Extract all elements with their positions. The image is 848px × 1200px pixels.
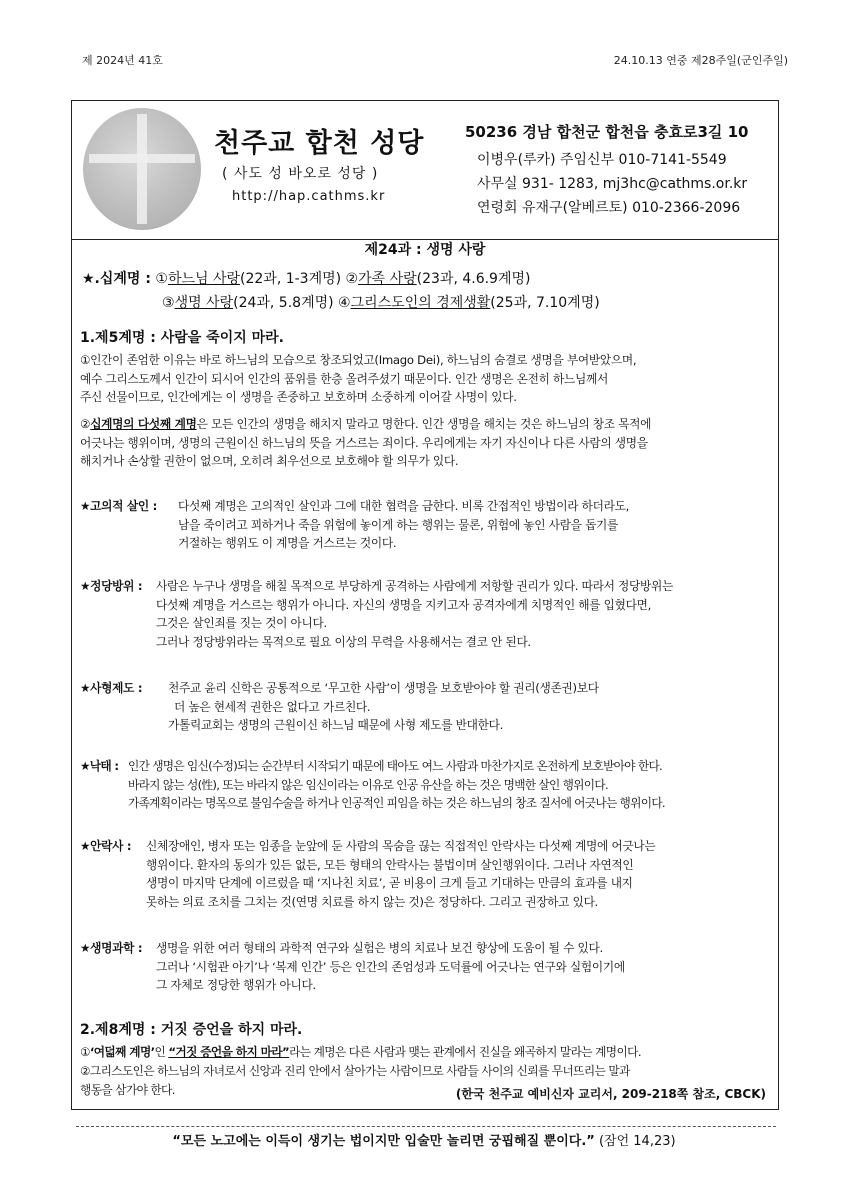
topic-label: ★생명과학 : xyxy=(80,941,143,955)
false-witness-emphasis: “거짓 증언을 하지 마라” xyxy=(168,1045,290,1059)
topic-death-penalty xyxy=(80,679,599,735)
text-line: 가족계획이라는 명목으로 불임수술을 하거나 인공적인 피임을 하는 것은 하느님의 창조 질서에 어긋나는 행위이다. xyxy=(128,796,665,810)
text-line: 행위이다. 환자의 동의가 있든 없든, 모든 형태의 안락사는 불법이며 살인행위이다. 그러나 자연적인 xyxy=(146,857,634,872)
commandment-topic: 생명 사랑 xyxy=(174,295,234,311)
text-line: 더 높은 현세적 권한은 없다고 가르친다. xyxy=(174,699,371,714)
text-line: 생명이 마지막 단계에 이르렀을 때 ‘지나친 치료’, 곧 비용이 크게 들고 기대하는 만큼의 효과를 내지 xyxy=(146,876,633,890)
section-2-paragraph-1 xyxy=(80,1043,641,1062)
commandment-detail: (22과, 1-3계명) ② xyxy=(240,271,359,287)
text-line: 은 모든 인간의 생명을 해치지 말라고 명한다. 인간 생명을 해치는 것은 하느님의 창조 목적에 xyxy=(196,417,652,431)
text-line: 라는 계명은 다른 사람과 맺는 관계에서 진실을 왜곡하지 말라는 계명이다. xyxy=(289,1045,641,1059)
source-citation: (한국 천주교 예비신자 교리서, 209-218쪽 참조, CBCK) xyxy=(455,1087,766,1101)
text-line: 그러나 ‘시험관 아기’나 ‘복제 인간’ 등은 인간의 존엄성과 도덕률에 어긋나는 연구와 실험이기에 xyxy=(156,959,625,974)
text-line: ①인간이 존엄한 이유는 바로 하느님의 모습으로 창조되었고(Imago Dei), 하느님의 숨결로 생명을 부여받았으며, xyxy=(80,353,637,367)
commandments-row-2 xyxy=(162,295,600,311)
commandment-topic: 그리스도인의 경제생활 xyxy=(350,295,491,311)
text-line: 바라지 않는 성(性), 또는 바라지 않은 임신이라는 이유로 인공 유산을 하는 것은 명백한 살인 행위이다. xyxy=(128,777,608,792)
bulletin-frame xyxy=(71,100,779,1110)
priest-contact: 이병우(루카) 주임신부 010-7141-5549 xyxy=(477,152,727,168)
commandment-detail: ③ xyxy=(162,295,175,311)
text-line: 거절하는 행위도 이 계명을 거스르는 것이다. xyxy=(178,536,397,550)
lesson-title: 제24과 : 생명 사랑 xyxy=(364,242,486,258)
commandment-detail: (24과, 5.8계명) ④ xyxy=(233,295,351,311)
text-line: 그러나 정당방위라는 목적으로 필요 이상의 무력을 사용해서는 결코 안 된다. xyxy=(156,634,531,649)
church-url[interactable]: http://hap.cathms.kr xyxy=(232,189,386,204)
text-line: 다섯째 계명은 고의적인 살인과 그에 대한 협력을 금한다. 비록 간접적인 방법이라 하더라도, xyxy=(178,499,630,513)
topic-life-science xyxy=(80,939,625,995)
topic-label: ★낙태 : xyxy=(80,759,119,773)
topic-label: ★정당방위 : xyxy=(80,579,143,593)
eighth-commandment-emphasis: ‘여덟째 계명’ xyxy=(89,1045,155,1059)
topic-label: ★안락사 : xyxy=(80,839,132,853)
council-contact: 연령회 유재구(알베르토) 010-2366-2096 xyxy=(477,200,741,216)
text-line: 신체장애인, 병자 또는 임종을 눈앞에 둔 사람의 목숨을 끊는 직접적인 안락사는 다섯째 계명에 어긋나는 xyxy=(146,839,656,853)
text-line: 인간 생명은 임신(수정)되는 순간부터 시작되기 때문에 태아도 여느 사람과 마찬가지로 온전하게 보호받아야 한다. xyxy=(128,759,663,773)
text-line: 다섯째 계명을 거스르는 행위가 아니다. 자신의 생명을 지키고자 공격자에게 치명적인 해를 입혔다면, xyxy=(156,597,651,612)
section-1-paragraph-1 xyxy=(80,351,636,407)
text-line: 사람은 누구나 생명을 해칠 목적으로 부당하게 공격하는 사람에게 저항할 권리가 있다. 따라서 정당방위는 xyxy=(156,579,673,593)
section-2-heading: 2.제8계명 : 거짓 증언을 하지 마라. xyxy=(80,1022,303,1038)
church-subtitle: ( 사도 성 바오로 성당 ) xyxy=(222,166,379,182)
topic-self-defense xyxy=(80,577,673,651)
issue-number: 제 2024년 41호 xyxy=(82,54,163,67)
church-address: 50236 경남 합천군 합천읍 충효로3길 10 xyxy=(465,123,749,141)
text-line: ② xyxy=(80,417,91,431)
commandments-row-1 xyxy=(151,271,531,287)
church-name: 천주교 합천 성당 xyxy=(214,128,425,159)
text-line: 인 xyxy=(154,1045,169,1059)
topic-intentional-murder xyxy=(80,497,629,553)
commandments-list xyxy=(82,267,600,315)
text-line: 그 자체로 정당한 행위가 아니다. xyxy=(156,978,316,992)
text-line: ① xyxy=(80,1045,90,1059)
commandment-topic: 가족 사랑 xyxy=(358,271,417,287)
text-line: 예수 그리스도께서 인간이 되시어 인간의 품위를 한층 올려주셨기 때문이다. 인간 생명은 온전히 하느님께서 xyxy=(80,371,608,386)
text-line: 행동을 삼가야 한다. xyxy=(80,1082,175,1097)
commandments-label: ★.십계명 : xyxy=(82,271,151,287)
section-1-heading: 1.제5계명 : 사람을 죽이지 마라. xyxy=(80,330,284,346)
topic-euthanasia xyxy=(80,837,655,911)
footer-quote-box xyxy=(0,1130,848,1149)
text-line: 생명을 위한 여러 형태의 과학적 연구와 실험은 병의 치료나 보건 향상에 도움이 될 수 있다. xyxy=(156,941,603,955)
text-line: 어긋나는 행위이며, 생명의 근원이신 하느님의 뜻을 거스르는 죄이다. 우리에게는 자기 자신이나 다른 사람의 생명을 xyxy=(80,435,648,450)
footer-divider xyxy=(76,1126,776,1127)
date-line: 24.10.13 연중 제28주일(군인주일) xyxy=(613,54,788,67)
commandment-detail: ① xyxy=(150,271,168,287)
office-contact: 사무실 931- 1283, mj3hc@cathms.or.kr xyxy=(477,176,748,192)
topic-label: ★사형제도 : xyxy=(80,681,143,695)
text-line: 주신 선물이므로, 인간에게는 이 생명을 존중하고 보호하며 소중하게 이어갈 사명이 있다. xyxy=(80,390,517,404)
fifth-commandment-emphasis: 십계명의 다섯째 계명 xyxy=(90,417,197,431)
section-1-paragraph-2 xyxy=(80,415,651,471)
topic-abortion xyxy=(80,757,665,813)
text-line: ②그리스도인은 하느님의 자녀로서 신앙과 진리 안에서 살아가는 사람이므로 사람들 사이의 신뢰를 무너뜨리는 말과 xyxy=(80,1064,630,1078)
text-line: 못하는 의료 조치를 그치는 것(연명 치료를 하지 않는 것)은 정당하다. 그리고 권장하고 있다. xyxy=(146,894,598,909)
bulletin-header xyxy=(72,101,778,240)
commandment-detail: (25과, 7.10계명) xyxy=(490,295,600,311)
cross-logo-icon xyxy=(83,108,201,230)
footer-quote-reference: (잠언 14,23) xyxy=(598,1134,676,1149)
text-line: 해치거나 손상할 권한이 없으며, 오히려 최우선으로 보호해야 할 의무가 있다. xyxy=(80,454,459,468)
text-line: 남을 죽이려고 꾀하거나 죽을 위험에 놓이게 하는 행위는 물론, 위험에 놓인 사람을 돕기를 xyxy=(178,517,619,532)
text-line: 가톨릭교회는 생명의 근원이신 하느님 때문에 사형 제도를 반대한다. xyxy=(168,718,504,732)
text-line: 그것은 살인죄를 짓는 것이 아니다. xyxy=(156,616,327,630)
topic-label: ★고의적 살인 : xyxy=(80,499,158,513)
commandment-topic: 하느님 사랑 xyxy=(167,271,241,287)
commandment-detail: (23과, 4.6.9계명) xyxy=(416,271,531,287)
footer-quote: “모든 노고에는 이득이 생기는 법이지만 입술만 놀리면 궁핍해질 뿐이다.” xyxy=(172,1134,595,1149)
text-line: 천주교 윤리 신학은 공통적으로 ‘무고한 사람’이 생명을 보호받아야 할 권리(생존권)보다 xyxy=(168,681,599,695)
